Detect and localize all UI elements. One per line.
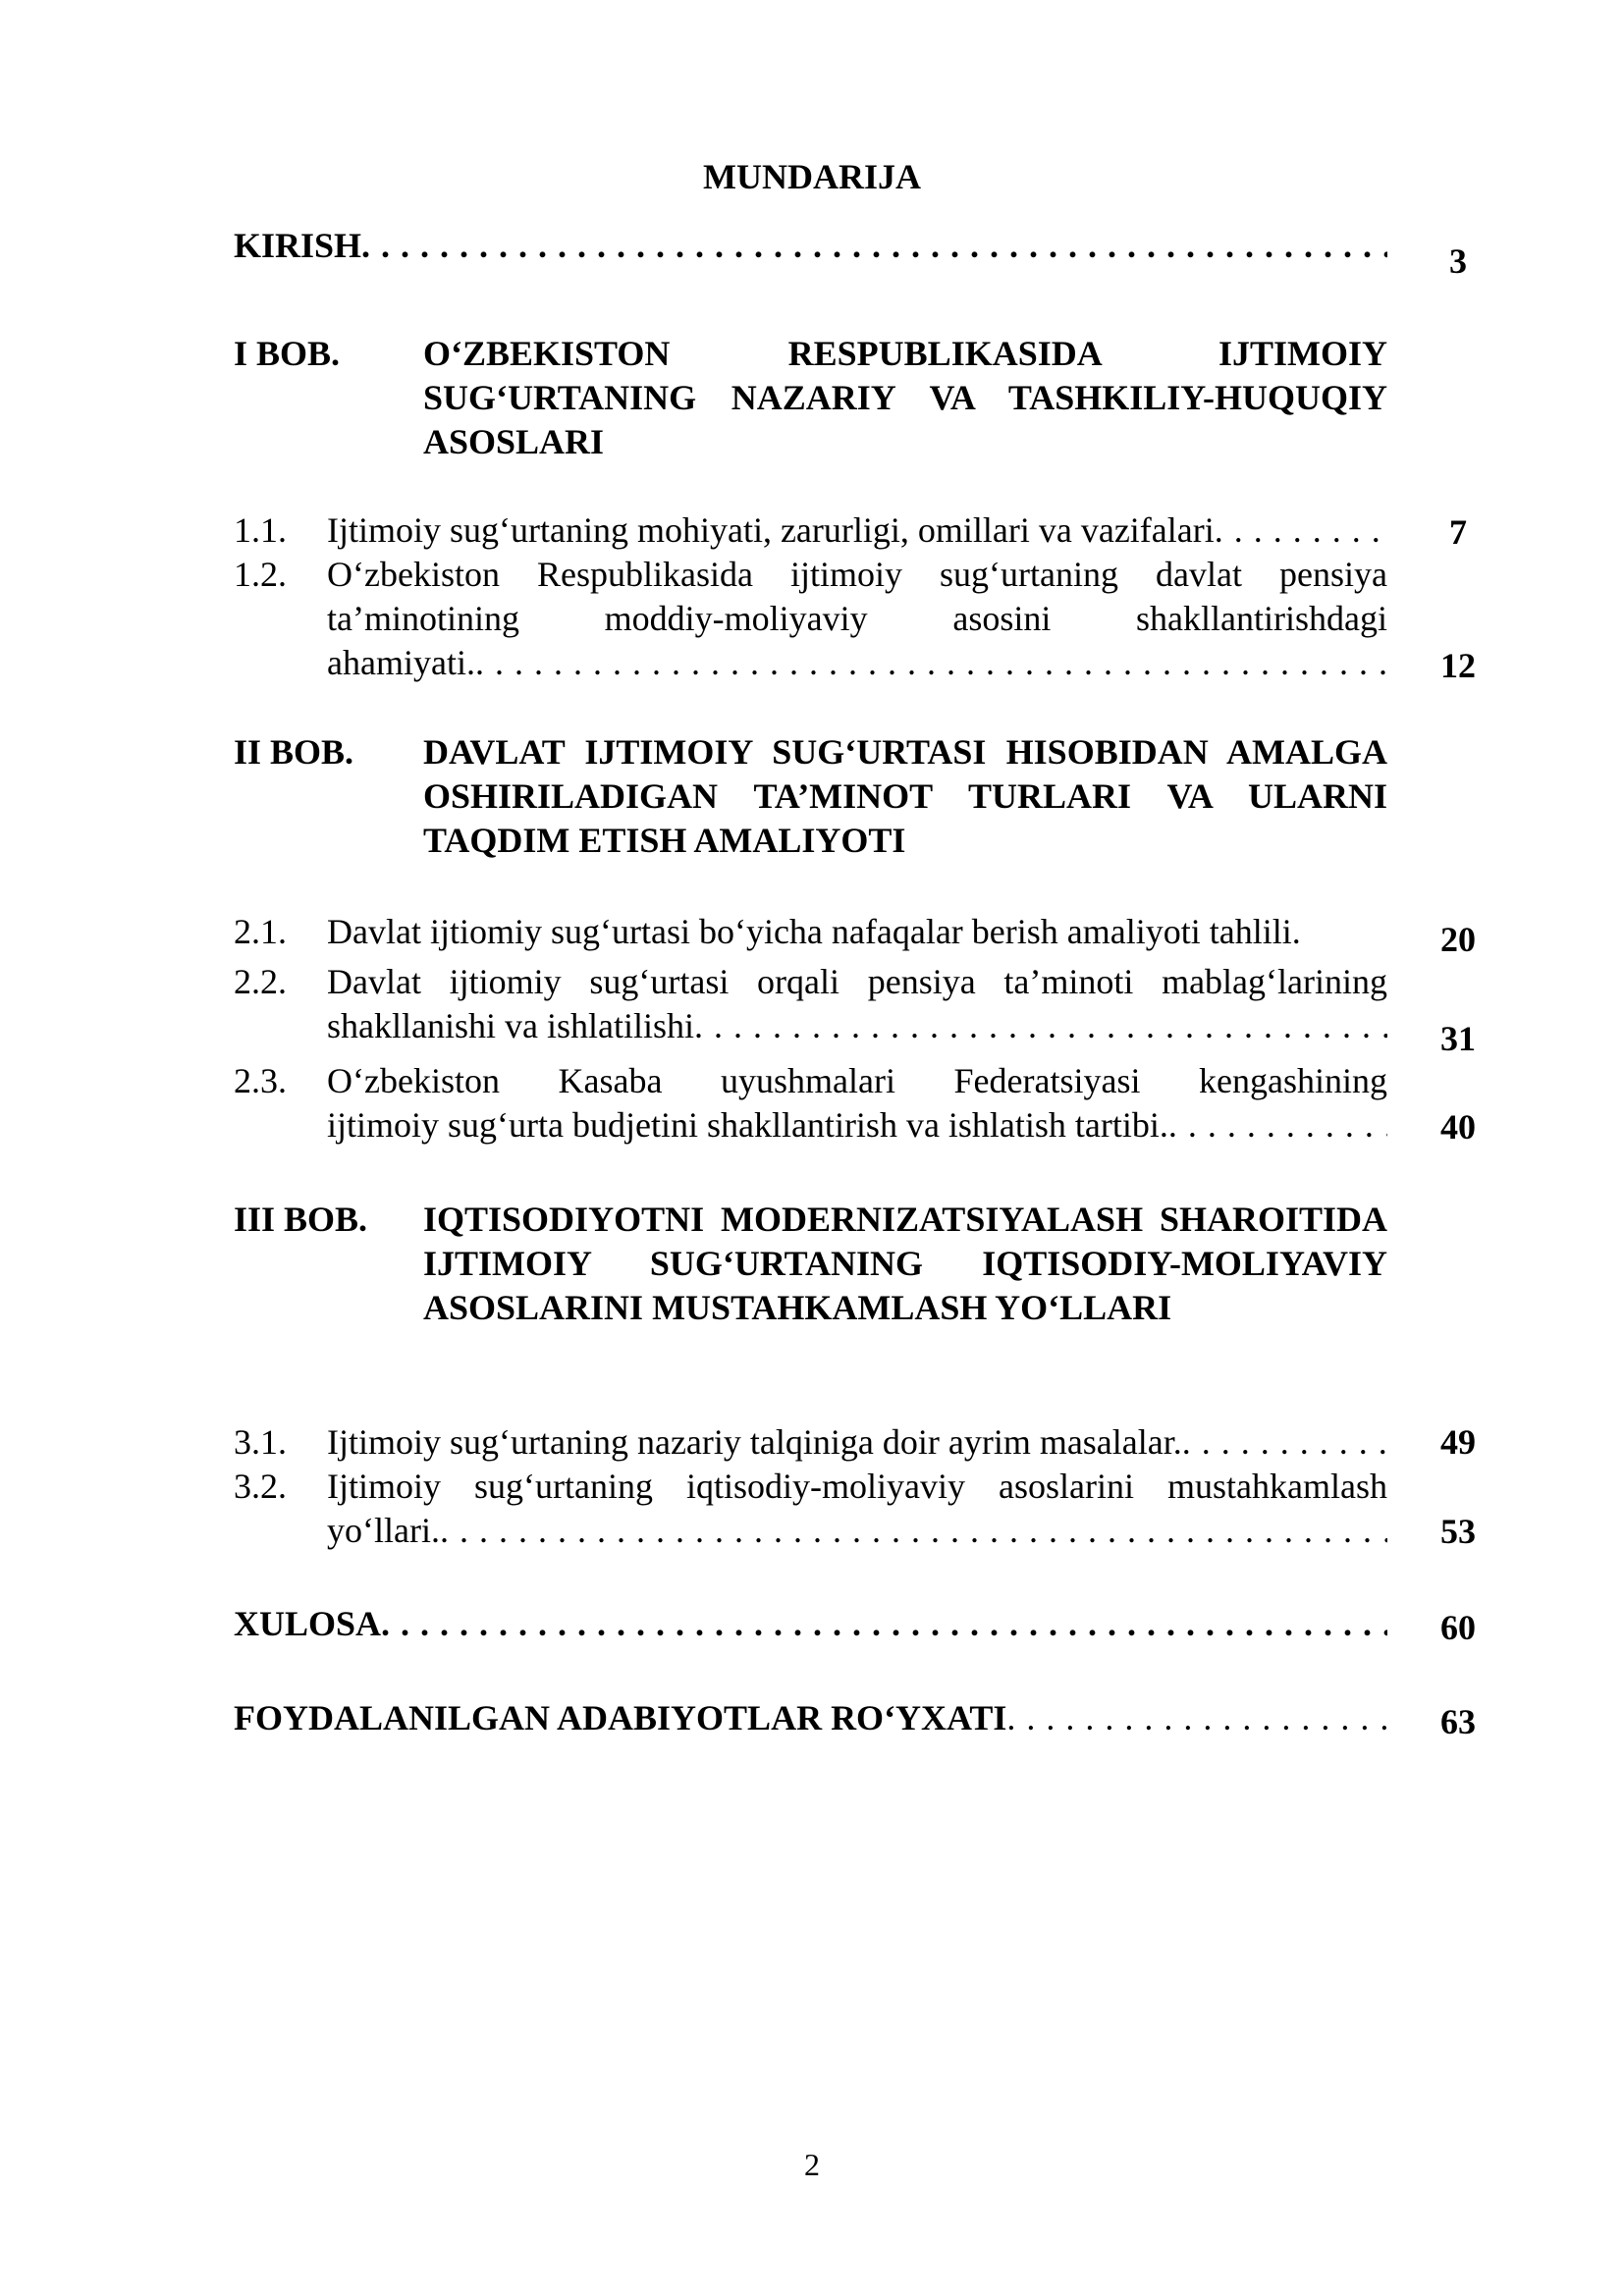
toc-entry-label: XULOSA	[234, 1604, 382, 1643]
toc-page-number: 12	[1440, 646, 1476, 685]
toc-chapter-1[interactable]	[234, 332, 1387, 464]
section-title-tail: shakllanishi va ishlatilishi	[327, 1006, 694, 1045]
toc-page-number: 63	[1440, 1702, 1476, 1741]
toc-page-number: 7	[1449, 512, 1467, 552]
toc-page-number: 53	[1440, 1512, 1476, 1551]
chapter-title: O‘ZBEKISTON RESPUBLIKASIDA IJTIMOIY SUG‘URTANING NAZARIY VA TASHKILIY-HUQUQIY ASOSLARI	[423, 334, 1387, 461]
toc-entry-adabiyotlar[interactable]	[234, 1696, 1387, 1740]
dot-leader	[1182, 1420, 1387, 1465]
toc-section-2-3[interactable]	[234, 1059, 1387, 1148]
dot-leader	[1168, 1103, 1387, 1148]
dot-leader	[440, 1509, 1387, 1553]
section-title-tail: yo‘llari.	[327, 1511, 440, 1550]
chapter-title: IQTISODIYOTNI MODERNIZATSIYALASH SHAROITIDA IJTIMOIY SUG‘URTANING IQTISODIY-MOLIYAVIY ASOSLARINI MUSTAHKAMLASH YO‘LLARI	[423, 1200, 1387, 1327]
toc-page-number: 60	[1440, 1608, 1476, 1647]
section-number: 1.1.	[234, 510, 287, 550]
section-title: O‘zbekiston Respublikasida ijtimoiy sug‘urtaning davlat pensiya ta’minotining moddiy-moliyaviy asosini shakllantirishdagi	[327, 555, 1387, 638]
chapter-code: III BOB.	[234, 1200, 368, 1239]
section-title-tail: ijtimoiy sug‘urta budjetini shakllantirish va ishlatish tartibi.	[327, 1105, 1168, 1145]
dot-leader	[1215, 508, 1387, 553]
toc-entry-kirish[interactable]	[234, 224, 1387, 268]
dot-leader	[694, 1004, 1387, 1048]
section-number: 3.2.	[234, 1467, 287, 1506]
page-title: MUNDARIJA	[703, 157, 921, 196]
section-number: 2.3.	[234, 1061, 287, 1100]
toc-section-1-2[interactable]	[234, 553, 1387, 685]
section-title: O‘zbekiston Kasaba uyushmalari Federatsiyasi kengashining	[327, 1061, 1387, 1100]
toc-page-number: 3	[1449, 241, 1467, 281]
toc-page-number: 20	[1440, 920, 1476, 959]
dot-leader	[1006, 1696, 1387, 1740]
section-title: Davlat ijtiomiy sug‘urtasi orqali pensiya ta’minoti mablag‘larining	[327, 962, 1387, 1001]
section-number: 2.2.	[234, 962, 287, 1001]
section-number: 1.2.	[234, 555, 287, 594]
toc-section-2-1[interactable]	[234, 910, 1387, 954]
section-title: Ijtimoiy sug‘urtaning nazariy talqiniga doir ayrim masalalar.	[327, 1422, 1182, 1462]
section-title: Ijtimoiy sug‘urtaning mohiyati, zarurligi, omillari va vazifalari	[327, 510, 1215, 550]
dot-leader	[475, 641, 1387, 685]
toc-section-3-2[interactable]	[234, 1465, 1387, 1553]
dot-leader	[361, 224, 1387, 268]
chapter-title: DAVLAT IJTIMOIY SUG‘URTASI HISOBIDAN AMALGA OSHIRILADIGAN TA’MINOT TURLARI VA ULARNI TAQDIM ETISH AMALIYOTI	[423, 732, 1387, 860]
toc-chapter-2[interactable]	[234, 730, 1387, 863]
page-number-footer: 2	[804, 2147, 820, 2182]
toc-chapter-3[interactable]	[234, 1198, 1387, 1374]
toc-page-number: 49	[1440, 1422, 1476, 1462]
section-number: 2.1.	[234, 912, 287, 951]
section-number: 3.1.	[234, 1422, 287, 1462]
chapter-code: I BOB.	[234, 334, 341, 373]
toc-section-1-1[interactable]	[234, 508, 1387, 553]
toc-page-number: 31	[1440, 1019, 1476, 1058]
toc-entry-xulosa[interactable]	[234, 1602, 1387, 1646]
chapter-code: II BOB.	[234, 732, 354, 772]
toc-section-2-2[interactable]	[234, 960, 1387, 1048]
dot-leader	[381, 1602, 1387, 1646]
section-title: Ijtimoiy sug‘urtaning iqtisodiy-moliyaviy asoslarini mustahkamlash	[327, 1467, 1387, 1506]
toc-entry-label: KIRISH	[234, 226, 362, 265]
section-title-tail: ahamiyati.	[327, 643, 475, 682]
section-title: Davlat ijtiomiy sug‘urtasi bo‘yicha nafaqalar berish amaliyoti tahlili.	[327, 912, 1301, 951]
toc-entry-label: FOYDALANILGAN ADABIYOTLAR RO‘YXATI	[234, 1698, 1007, 1737]
toc-section-3-1[interactable]	[234, 1420, 1387, 1465]
toc-page-number: 40	[1440, 1107, 1476, 1147]
